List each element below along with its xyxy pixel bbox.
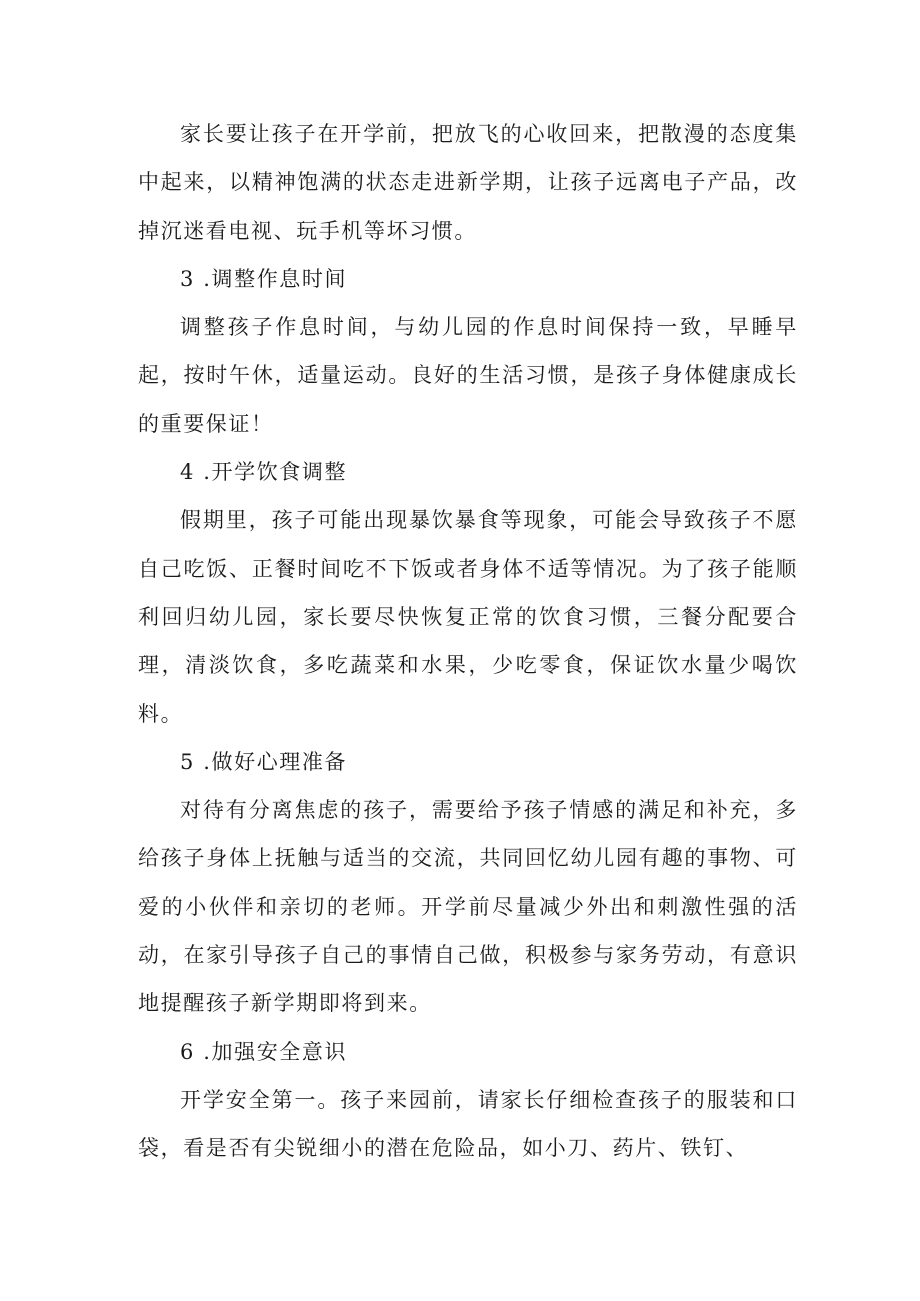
heading-adjust-schedule: 3 .调整作息时间 <box>180 266 348 291</box>
paragraph-psychological: 对待有分离焦虑的孩子，需要给予孩子情感的满足和补充，多给孩子身体上抚触与适当的交流，共同回忆幼儿园有趣的事物、可爱的小伙伴和亲切的老师。开学前尽量减少外出和刺激性强的活动，在家引导孩子自己的事情自己做，积极参与家务劳动，有意识地提醒孩子新学期即将到来。 <box>138 798 798 1016</box>
heading-psychological-prep: 5 .做好心理准备 <box>180 749 348 774</box>
document-body <box>138 110 798 1173</box>
heading-diet-adjustment: 4 .开学饮食调整 <box>180 460 348 485</box>
paragraph-screen-habits: 家长要让孩子在开学前，把放飞的心收回来，把散漫的态度集中起来，以精神饱满的状态走进新学期，让孩子远离电子产品，改掉沉迷看电视、玩手机等坏习惯。 <box>138 122 798 243</box>
heading-safety-awareness: 6 .加强安全意识 <box>180 1039 348 1064</box>
paragraph-safety: 开学安全第一。孩子来园前，请家长仔细检查孩子的服装和口袋，看是否有尖锐细小的潜在危险品，如小刀、药片、铁钉、 <box>138 1087 798 1161</box>
paragraph-schedule: 调整孩子作息时间，与幼儿园的作息时间保持一致，早睡早起，按时午休，适量运动。良好的生活习惯，是孩子身体健康成长的重要保证！ <box>138 315 798 436</box>
paragraph-diet: 假期里，孩子可能出现暴饮暴食等现象，可能会导致孩子不愿自己吃饭、正餐时间吃不下饭或者身体不适等情况。为了孩子能顺利回归幼儿园，家长要尽快恢复正常的饮食习惯，三餐分配要合理，清淡饮食，多吃蔬菜和水果，少吃零食，保证饮水量少喝饮料。 <box>138 508 798 726</box>
